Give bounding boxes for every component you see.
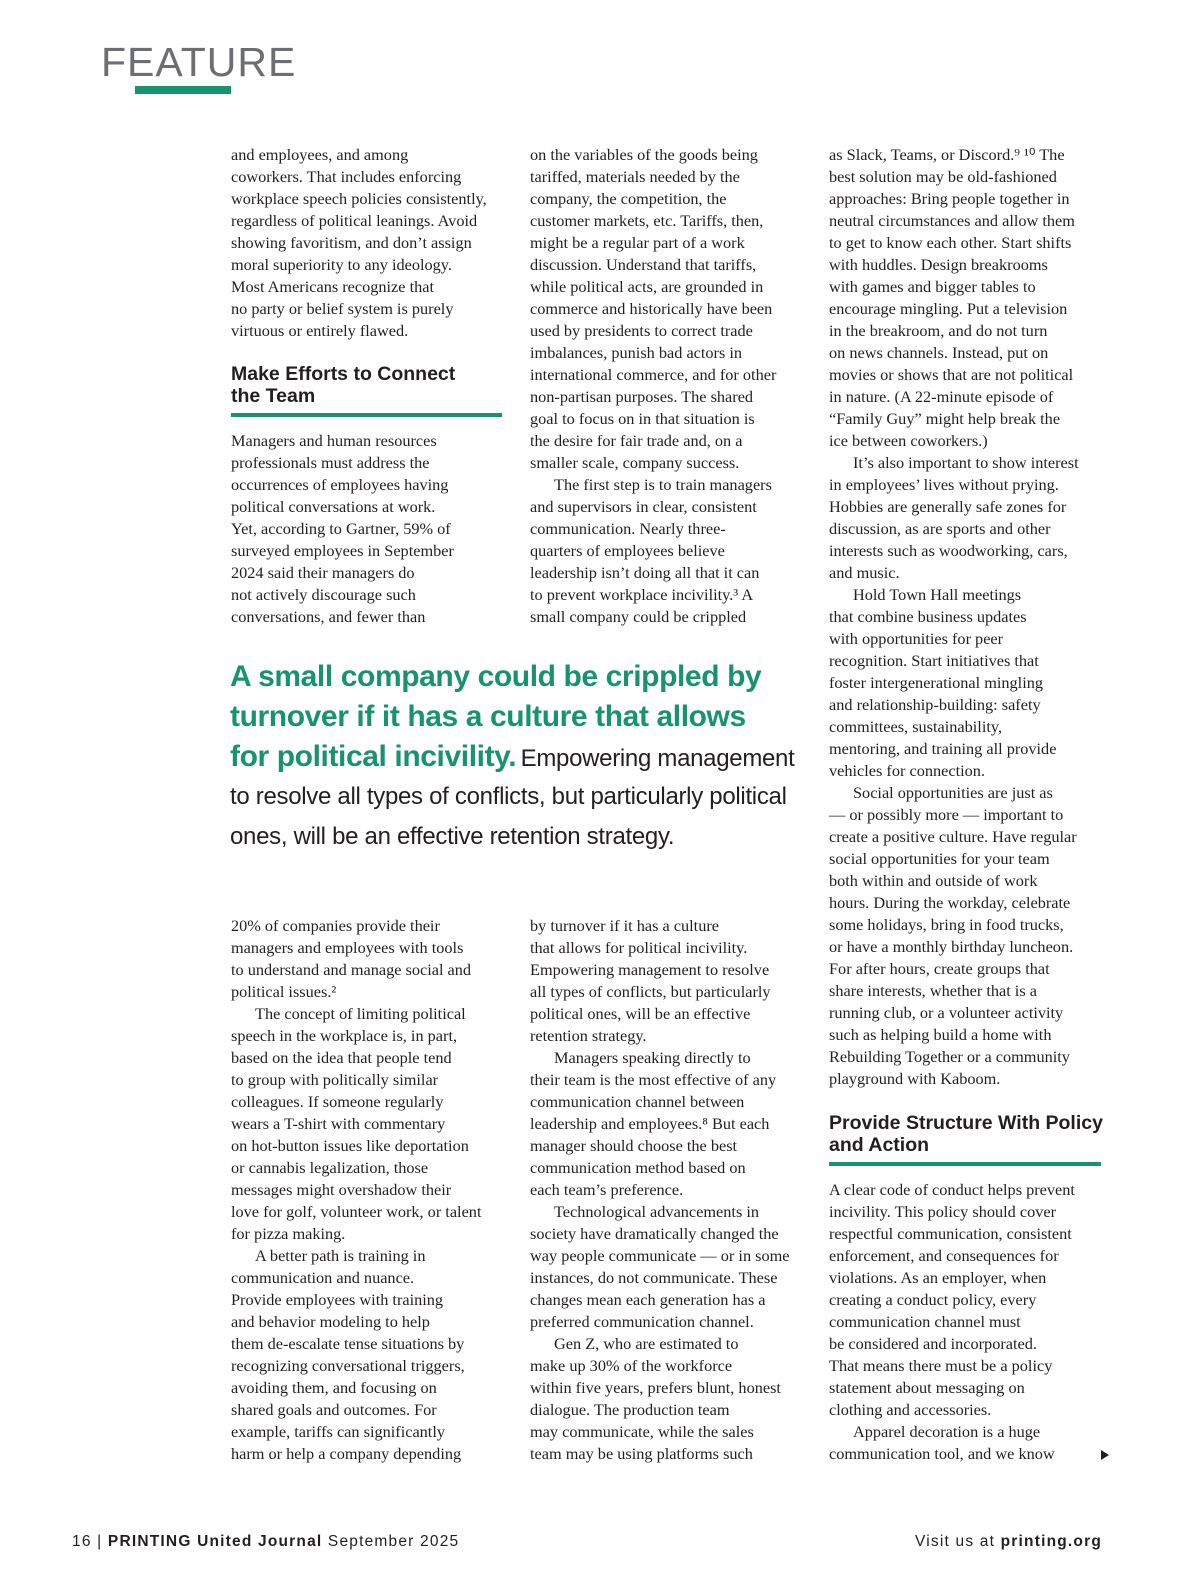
text-line: within five years, prefers blunt, honest xyxy=(530,1378,781,1397)
text-line: For after hours, create groups that xyxy=(829,959,1050,978)
text-line: shared goals and outcomes. For xyxy=(231,1400,437,1419)
text-line: political ones, will be an effective xyxy=(530,1004,751,1023)
text-line: creating a conduct policy, every xyxy=(829,1290,1037,1309)
text-line: by turnover if it has a culture xyxy=(530,916,719,935)
text-line: no party or belief system is purely xyxy=(231,299,454,318)
text-line: colleagues. If someone regularly xyxy=(231,1092,444,1111)
continue-arrow-icon xyxy=(1101,1450,1109,1460)
text-line: or have a monthly birthday luncheon. xyxy=(829,937,1074,956)
text-line: for pizza making. xyxy=(231,1224,346,1243)
text-line: as Slack, Teams, or Discord.⁹ ¹⁰ The xyxy=(829,145,1065,164)
text-line: — or possibly more — important to xyxy=(829,805,1064,824)
text-line: share interests, whether that is a xyxy=(829,981,1037,1000)
text-line: and supervisors in clear, consistent xyxy=(530,497,757,516)
subhead-line: and Action xyxy=(829,1134,930,1156)
text-line: their team is the most effective of any xyxy=(530,1070,777,1089)
text-line: Gen Z, who are estimated to xyxy=(554,1334,739,1353)
text-line: Rebuilding Together or a community xyxy=(829,1047,1070,1066)
text-line: and behavior modeling to help xyxy=(231,1312,430,1331)
text-line: It’s also important to show interest xyxy=(853,453,1079,472)
text-line: not actively discourage such xyxy=(231,585,416,604)
text-line: discussion, as are sports and other xyxy=(829,519,1051,538)
text-line: Apparel decoration is a huge xyxy=(853,1422,1041,1441)
text-line: political issues.² xyxy=(231,982,337,1001)
text-line: professionals must address the xyxy=(231,453,430,472)
text-line: managers and employees with tools xyxy=(231,938,464,957)
text-line: ice between coworkers.) xyxy=(829,431,988,450)
column-2-top xyxy=(530,144,810,628)
text-line: quarters of employees believe xyxy=(530,541,725,560)
text-line: international commerce, and for other xyxy=(530,365,777,384)
pull-quote-line: turnover if it has a culture that allows xyxy=(230,700,746,733)
text-line: small company could be crippled xyxy=(530,607,747,626)
text-line: moral superiority to any ideology. xyxy=(231,255,452,274)
text-line: smaller scale, company success. xyxy=(530,453,740,472)
text-line: political conversations at work. xyxy=(231,497,436,516)
paragraph xyxy=(829,144,1109,1090)
text-line: example, tariffs can significantly xyxy=(231,1422,445,1441)
text-line: best solution may be old-fashioned xyxy=(829,167,1057,186)
text-line: avoiding them, and focusing on xyxy=(231,1378,437,1397)
text-line: 2024 said their managers do xyxy=(231,563,415,582)
text-line: and music. xyxy=(829,563,900,582)
issue-date: September 2025 xyxy=(327,1533,460,1550)
text-line: may communicate, while the sales xyxy=(530,1422,754,1441)
text-line: them de-escalate tense situations by xyxy=(231,1334,465,1353)
column-3-top xyxy=(829,144,1109,1090)
text-line: tariffed, materials needed by the xyxy=(530,167,740,186)
text-line: customer markets, etc. Tariffs, then, xyxy=(530,211,764,230)
text-line: encourage mingling. Put a television xyxy=(829,299,1068,318)
text-line: respectful communication, consistent xyxy=(829,1224,1072,1243)
text-line: That means there must be a policy xyxy=(829,1356,1053,1375)
text-line: commerce and historically have been xyxy=(530,299,773,318)
text-line: imbalances, punish bad actors in xyxy=(530,343,743,362)
paragraph xyxy=(530,915,810,1465)
text-line: all types of conflicts, but particularly xyxy=(530,982,771,1001)
text-line: violations. As an employer, when xyxy=(829,1268,1047,1287)
text-line: Managers and human resources xyxy=(231,431,437,450)
text-line: preferred communication channel. xyxy=(530,1312,754,1331)
text-line: showing favoritism, and don’t assign xyxy=(231,233,472,252)
column-1-bottom xyxy=(231,915,506,1465)
text-line: that combine business updates xyxy=(829,607,1027,626)
text-line: the desire for fair trade and, on a xyxy=(530,431,743,450)
paragraph xyxy=(231,144,506,342)
text-line: foster intergenerational mingling xyxy=(829,673,1044,692)
subhead-provide-structure xyxy=(829,1112,1101,1166)
text-line: clothing and accessories. xyxy=(829,1400,992,1419)
website-link[interactable]: printing.org xyxy=(1000,1533,1102,1550)
text-line: statement about messaging on xyxy=(829,1378,1025,1397)
text-line: enforcement, and consequences for xyxy=(829,1246,1059,1265)
text-line: A better path is training in xyxy=(255,1246,426,1265)
text-line: virtuous or entirely flawed. xyxy=(231,321,409,340)
text-line: while political acts, are grounded in xyxy=(530,277,764,296)
text-line: on the variables of the goods being xyxy=(530,145,758,164)
text-line: and employees, and among xyxy=(231,145,409,164)
visit-prefix: Visit us at xyxy=(915,1533,996,1550)
paragraph xyxy=(231,430,506,628)
text-line: make up 30% of the workforce xyxy=(530,1356,733,1375)
column-2-bottom xyxy=(530,915,810,1465)
text-line: with opportunities for peer xyxy=(829,629,1004,648)
subhead-line: the Team xyxy=(231,385,316,407)
text-line: Yet, according to Gartner, 59% of xyxy=(231,519,451,538)
text-line: changes mean each generation has a xyxy=(530,1290,766,1309)
text-line: Provide employees with training xyxy=(231,1290,444,1309)
text-line: such as helping build a home with xyxy=(829,1025,1052,1044)
text-line: harm or help a company depending xyxy=(231,1444,462,1463)
text-line: Managers speaking directly to xyxy=(554,1048,751,1067)
text-line: on hot-button issues like deportation xyxy=(231,1136,469,1155)
text-line: leadership and employees.⁸ But each xyxy=(530,1114,770,1133)
text-line: to understand and manage social and xyxy=(231,960,472,979)
text-line: company, the competition, the xyxy=(530,189,727,208)
text-line: be considered and incorporated. xyxy=(829,1334,1037,1353)
text-line: society have dramatically changed the xyxy=(530,1224,779,1243)
text-line: based on the idea that people tend xyxy=(231,1048,452,1067)
text-line: discussion. Understand that tariffs, xyxy=(530,255,757,274)
text-line: non-partisan purposes. The shared xyxy=(530,387,754,406)
text-line: manager should choose the best xyxy=(530,1136,738,1155)
text-line: to prevent workplace incivility.³ A xyxy=(530,585,754,604)
text-line: occurrences of employees having xyxy=(231,475,449,494)
text-line: Social opportunities are just as xyxy=(853,783,1053,802)
text-line: regardless of political leanings. Avoid xyxy=(231,211,478,230)
text-line: used by presidents to correct trade xyxy=(530,321,753,340)
text-line: wears a T-shirt with commentary xyxy=(231,1114,446,1133)
text-line: movies or shows that are not political xyxy=(829,365,1074,384)
text-line: committees, sustainability, xyxy=(829,717,1003,736)
text-line: on news channels. Instead, put on xyxy=(829,343,1049,362)
text-line: messages might overshadow their xyxy=(231,1180,452,1199)
text-line: The first step is to train managers xyxy=(554,475,772,494)
text-line: in nature. (A 22-minute episode of xyxy=(829,387,1054,406)
text-line: that allows for political incivility. xyxy=(530,938,748,957)
text-line: goal to focus on in that situation is xyxy=(530,409,755,428)
text-line: to get to know each other. Start shifts xyxy=(829,233,1072,252)
text-line: in the breakroom, and do not turn xyxy=(829,321,1048,340)
paragraph xyxy=(829,1179,1109,1465)
text-line: communication channel must xyxy=(829,1312,1021,1331)
text-line: conversations, and fewer than xyxy=(231,607,426,626)
pull-quote-text: Empowering management xyxy=(520,745,795,772)
text-line: with games and bigger tables to xyxy=(829,277,1036,296)
text-line: and relationship-building: safety xyxy=(829,695,1041,714)
column-1-middle xyxy=(231,430,506,628)
text-line: some holidays, bring in food trucks, xyxy=(829,915,1064,934)
text-line: might be a regular part of a work xyxy=(530,233,745,252)
text-line: 20% of companies provide their xyxy=(231,916,440,935)
text-line: speech in the workplace is, in part, xyxy=(231,1026,458,1045)
pull-quote-line: to resolve all types of conflicts, but particularly political xyxy=(230,783,787,810)
text-line: communication. Nearly three- xyxy=(530,519,726,538)
subhead-line: Provide Structure With Policy xyxy=(829,1112,1103,1134)
page-number: 16 xyxy=(72,1533,92,1550)
text-line: dialogue. The production team xyxy=(530,1400,730,1419)
footer-website xyxy=(915,1533,1102,1551)
text-line: running club, or a volunteer activity xyxy=(829,1003,1064,1022)
text-line: each team’s preference. xyxy=(530,1180,684,1199)
text-line: way people communicate — or in some xyxy=(530,1246,790,1265)
text-line: communication tool, and we know xyxy=(829,1444,1055,1463)
text-line: communication and nuance. xyxy=(231,1268,415,1287)
text-line: recognition. Start initiatives that xyxy=(829,651,1039,670)
publication-name: PRINTING United Journal xyxy=(107,1533,323,1550)
column-1-top xyxy=(231,144,506,342)
text-line: Hobbies are generally safe zones for xyxy=(829,497,1067,516)
text-line: both within and outside of work xyxy=(829,871,1038,890)
text-line: Hold Town Hall meetings xyxy=(853,585,1022,604)
text-line: instances, do not communicate. These xyxy=(530,1268,778,1287)
text-line: coworkers. That includes enforcing xyxy=(231,167,462,186)
text-line: playground with Kaboom. xyxy=(829,1069,1001,1088)
subhead-make-efforts xyxy=(231,363,502,417)
footer-separator: | xyxy=(97,1533,103,1550)
text-line: interests such as woodworking, cars, xyxy=(829,541,1068,560)
text-line: Technological advancements in xyxy=(554,1202,760,1221)
text-line: or cannabis legalization, those xyxy=(231,1158,429,1177)
text-line: hours. During the workday, celebrate xyxy=(829,893,1071,912)
text-line: communication channel between xyxy=(530,1092,745,1111)
pull-quote xyxy=(230,657,810,857)
subhead-line: Make Efforts to Connect xyxy=(231,363,456,385)
text-line: retention strategy. xyxy=(530,1026,647,1045)
column-3-bottom xyxy=(829,1179,1109,1465)
text-line: team may be using platforms such xyxy=(530,1444,753,1463)
text-line: approaches: Bring people together in xyxy=(829,189,1070,208)
text-line: to group with politically similar xyxy=(231,1070,439,1089)
text-line: The concept of limiting political xyxy=(255,1004,466,1023)
text-line: Most Americans recognize that xyxy=(231,277,434,296)
section-accent-bar xyxy=(135,86,231,94)
paragraph xyxy=(231,915,506,1465)
text-line: workplace speech policies consistently, xyxy=(231,189,487,208)
footer-folio xyxy=(72,1533,459,1551)
text-line: create a positive culture. Have regular xyxy=(829,827,1077,846)
text-line: surveyed employees in September xyxy=(231,541,454,560)
text-line: social opportunities for your team xyxy=(829,849,1050,868)
text-line: incivility. This policy should cover xyxy=(829,1202,1057,1221)
pull-quote-line: A small company could be crippled by xyxy=(230,660,762,693)
text-line: communication method based on xyxy=(530,1158,746,1177)
text-line: neutral circumstances and allow them xyxy=(829,211,1075,230)
text-line: mentoring, and training all provide xyxy=(829,739,1057,758)
paragraph xyxy=(530,144,810,628)
text-line: A clear code of conduct helps prevent xyxy=(829,1180,1075,1199)
pull-quote-line xyxy=(230,737,810,777)
text-line: in employees’ lives without prying. xyxy=(829,475,1059,494)
section-label: FEATURE xyxy=(101,39,297,85)
pull-quote-emphasis: for political incivility. xyxy=(230,740,517,773)
text-line: with huddles. Design breakrooms xyxy=(829,255,1048,274)
pull-quote-line: ones, will be an effective retention strategy. xyxy=(230,823,675,850)
text-line: leadership isn’t doing all that it can xyxy=(530,563,760,582)
text-line: recognizing conversational triggers, xyxy=(231,1356,465,1375)
text-line: vehicles for connection. xyxy=(829,761,985,780)
text-line: Empowering management to resolve xyxy=(530,960,770,979)
text-line: love for golf, volunteer work, or talent xyxy=(231,1202,482,1221)
text-line: “Family Guy” might help break the xyxy=(829,409,1061,428)
